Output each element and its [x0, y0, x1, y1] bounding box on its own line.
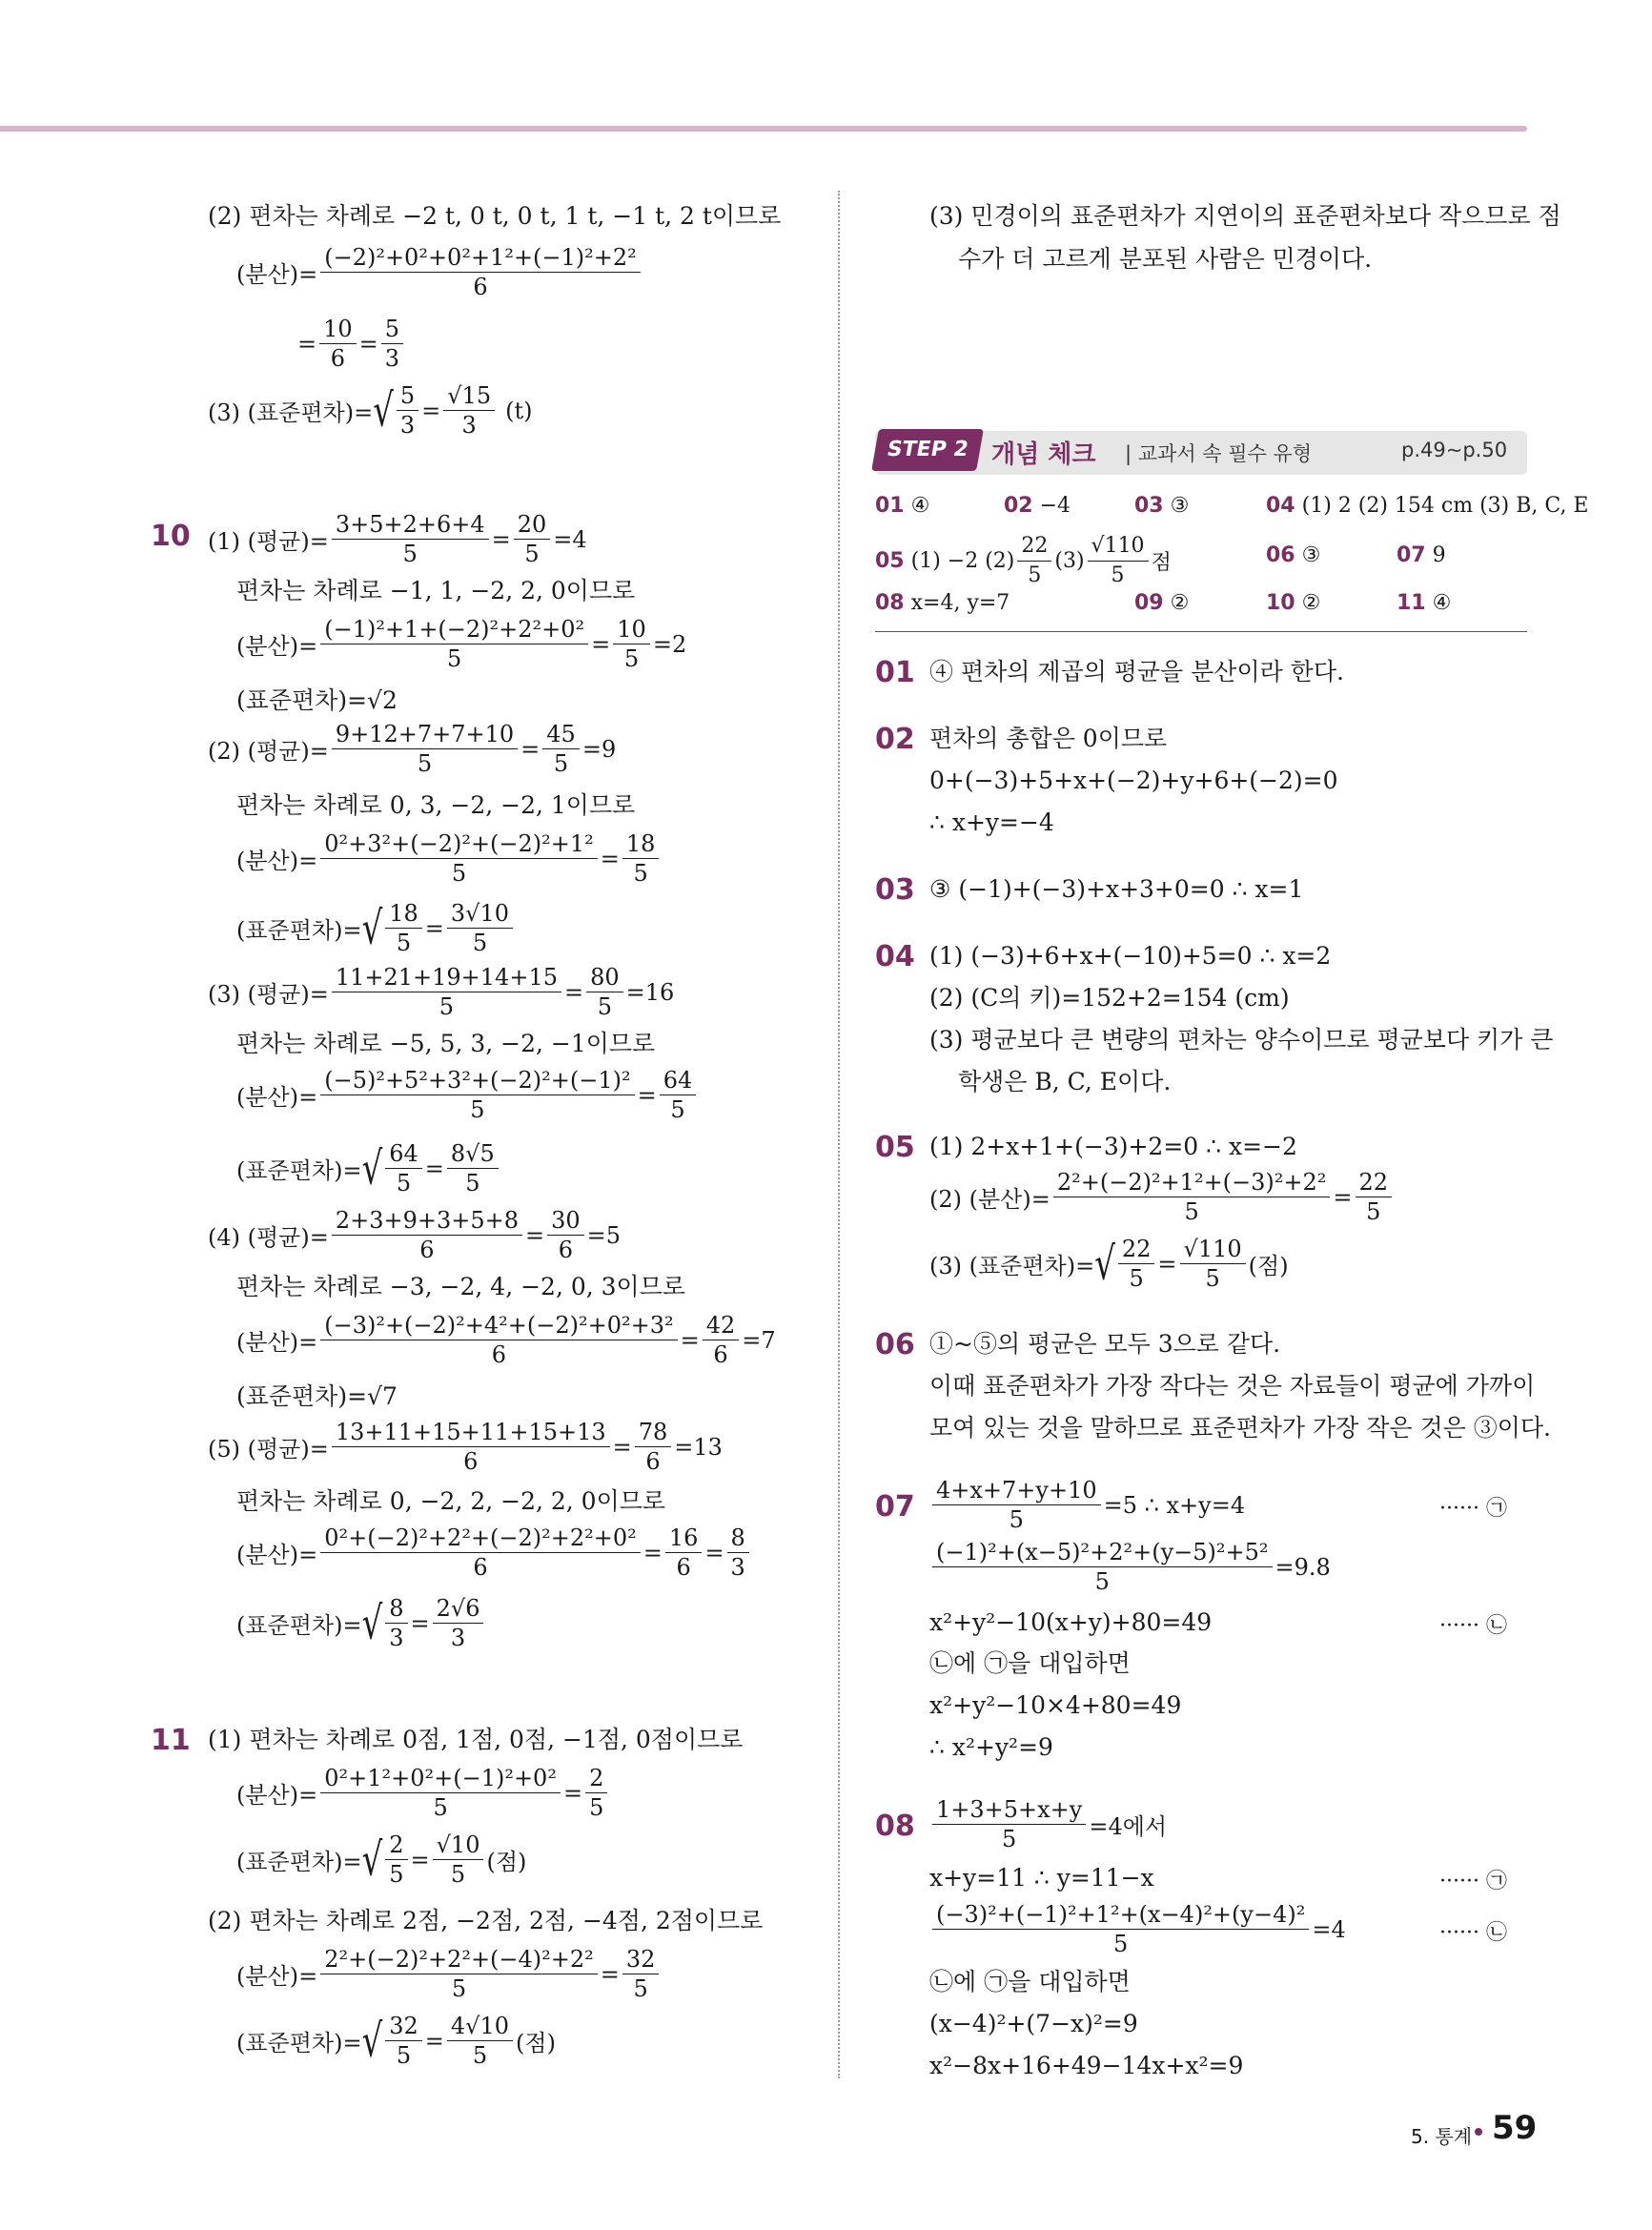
question-number: 08	[875, 1810, 915, 1843]
equation-mark: ······ ㉡	[1439, 1614, 1507, 1638]
equation: (2) (분산)= $\frac{\text{2²+(−2)²+1²+(−3)²+2²}}{5}$ = $\frac{22}{5}$	[929, 1168, 1395, 1226]
equation: (분산)= $\frac{\text{(−3)²+(−2)²+4²+(−2)²+0²+3²}}{6}$ = $\frac{42}{6}$ =7	[236, 1312, 776, 1368]
answer-item: 11 ④	[1397, 591, 1452, 615]
text-line: (표준편차)=√2	[236, 686, 398, 714]
question-number: 02	[875, 723, 915, 756]
text-line: 수가 더 고르게 분포된 사람은 민경이다.	[958, 245, 1373, 273]
answer-item: 05 (1) −2 (2) $\frac{22}{5}$ (3) $\frac{√110}{5}$ 점	[875, 534, 1172, 587]
text-line: 편차는 차례로 −3, −2, 4, −2, 0, 3이므로	[236, 1273, 685, 1300]
column-divider	[838, 191, 840, 2078]
equation: (4) (평균)= $\frac{2+3+9+3+5+8}{6}$ = $\frac{30}{6}$ =5	[208, 1207, 622, 1263]
text-line: x²+y²−10×4+80=49	[929, 1691, 1182, 1719]
text-line: 편차는 차례로 −1, 1, −2, 2, 0이므로	[236, 577, 636, 604]
text-line: 학생은 B, C, E이다.	[958, 1068, 1172, 1095]
equation: (표준편차)= √ $\frac{2}{5}$ = $\frac{√10}{5}$ (점)	[236, 1831, 527, 1888]
equation: (표준편차)= √ $\frac{18}{5}$ = $\frac{3√10}{5}$	[236, 899, 516, 957]
answer-item: 03 ③	[1134, 494, 1190, 518]
equation: (1) (평균)= $\frac{3+5+2+6+4}{5}$ = $\frac{20}{5}$ =4	[208, 511, 587, 567]
equation-mark: ······ ㉠	[1439, 1870, 1507, 1893]
equation: (표준편차)= √ $\frac{64}{5}$ = $\frac{8√5}{5}$	[236, 1139, 501, 1197]
text-line: 이때 표준편차가 가장 작다는 것은 자료들이 평균에 가까이	[929, 1372, 1536, 1400]
text-line: ∴ x+y=−4	[929, 808, 1054, 836]
text-line: (1) 2+x+1+(−3)+2=0 ∴ x=−2	[929, 1133, 1297, 1160]
equation: (분산)= $\frac{\text{(−2)²+0²+0²+1²+(−1)²+2²}}{6}$	[236, 243, 643, 301]
top-rule	[0, 126, 1527, 132]
text-line: x²−8x+16+49−14x+x²=9	[929, 2052, 1244, 2079]
equation: (2) (평균)= $\frac{9+12+7+7+10}{5}$ = $\frac{45}{5}$ =9	[208, 721, 617, 777]
equation: (분산)= $\frac{\text{(−5)²+5²+3²+(−2)²+(−1)²}}{5}$ = $\frac{64}{5}$	[236, 1066, 699, 1124]
answer-item: 07 9	[1397, 543, 1446, 567]
equation: (분산)= $\frac{\text{0²+1²+0²+(−1)²+0²}}{5}$ = $\frac{2}{5}$	[236, 1764, 610, 1822]
answer-item: 09 ②	[1134, 591, 1190, 615]
step-badge: STEP 2	[871, 429, 984, 471]
equation-mark: ······ ㉠	[1439, 1497, 1507, 1521]
text-line: (1) 편차는 차례로 0점, 1점, 0점, −1점, 0점이므로	[208, 1726, 744, 1753]
equation: (분산)= $\frac{\text{2²+(−2)²+2²+(−4)²+2²}}{5}$ = $\frac{32}{5}$	[236, 1945, 662, 2003]
text-line: ④ 편차의 제곱의 평균을 분산이라 한다.	[929, 658, 1344, 685]
text-line: (x−4)²+(7−x)²=9	[929, 2010, 1138, 2037]
text-line: ㉡에 ㉠을 대입하면	[929, 1649, 1131, 1677]
text-line: ③ (−1)+(−3)+x+3+0=0 ∴ x=1	[929, 875, 1304, 903]
step-subtitle: | 교과서 속 필수 유형	[1125, 442, 1313, 465]
equation: (3) (표준편차)= √ $\frac{5}{3}$ = $\frac{√15}{3}$ (t)	[208, 382, 533, 439]
text-line: x+y=11 ∴ y=11−x	[929, 1864, 1154, 1892]
page-number: 59	[1492, 2109, 1538, 2147]
equation-mark: ······ ㉡	[1439, 1921, 1507, 1945]
equation: (분산)= $\frac{\text{(−1)²+1+(−2)²+2²+0²}}{5}$ = $\frac{10}{5}$ =2	[236, 616, 687, 672]
equation: $\frac{4+x+7+y+10}{5}$ =5 ∴ x+y=4	[929, 1476, 1245, 1534]
text-line: 편차는 차례로 −5, 5, 3, −2, −1이므로	[236, 1030, 656, 1057]
answer-rule	[875, 631, 1527, 632]
question-number: 03	[875, 873, 915, 907]
text-line: (3) 평균보다 큰 변량의 편차는 양수이므로 평균보다 키가 큰	[929, 1026, 1554, 1054]
question-number: 06	[875, 1328, 915, 1361]
equation: (3) (표준편차)= √ $\frac{22}{5}$ = $\frac{√110}{5}$ (점)	[929, 1236, 1289, 1292]
answer-item: 10 ②	[1266, 591, 1321, 615]
question-number: 04	[875, 940, 915, 973]
equation: (분산)= $\frac{\text{0²+3²+(−2)²+(−2)²+1²}}{5}$ = $\frac{18}{5}$	[236, 829, 662, 888]
equation: (3) (평균)= $\frac{11+21+19+14+15}{5}$ = $\frac{80}{5}$ =16	[208, 964, 675, 1020]
equation: = $\frac{10}{6}$ = $\frac{5}{3}$	[297, 315, 406, 373]
text-line: 편차는 차례로 0, −2, 2, −2, 2, 0이므로	[236, 1487, 666, 1515]
chapter-label: 5. 통계	[1411, 2125, 1473, 2148]
question-number: 11	[151, 1724, 191, 1757]
equation: $\frac{\text{(−3)²+(−1)²+1²+(x−4)²+(y−4)²}}{5}$ =4	[929, 1900, 1346, 1958]
answer-item: 06 ③	[1266, 543, 1321, 567]
question-number: 05	[875, 1131, 915, 1164]
question-number: 10	[151, 520, 191, 553]
equation: (분산)= $\frac{\text{0²+(−2)²+2²+(−2)²+2²+0²}}{6}$ = $\frac{16}{6}$ = $\frac{8}{3}$	[236, 1524, 752, 1582]
text-line: 모여 있는 것을 말하므로 표준편차가 가장 작은 것은 ③이다.	[929, 1414, 1551, 1442]
text-line: (3) 민경이의 표준편차가 지연이의 표준편차보다 작으므로 점	[929, 202, 1561, 230]
text-line: ∴ x²+y²=9	[929, 1733, 1053, 1761]
equation: (표준편차)= √ $\frac{32}{5}$ = $\frac{4√10}{5}$ (점)	[236, 2013, 556, 2069]
text-line: (2) 편차는 차례로 −2 t, 0 t, 0 t, 1 t, −1 t, 2 t이므로	[208, 202, 782, 230]
text-line: x²+y²−10(x+y)+80=49	[929, 1608, 1213, 1636]
text-line: 0+(−3)+5+x+(−2)+y+6+(−2)=0	[929, 767, 1338, 794]
text-line: ①~⑤의 평균은 모두 3으로 같다.	[929, 1330, 1281, 1358]
answer-item: 08 x=4, y=7	[875, 591, 1010, 615]
text-line: (2) (C의 키)=152+2=154 (cm)	[929, 984, 1290, 1012]
question-number: 07	[875, 1490, 915, 1524]
step-title: 개념 체크	[991, 440, 1096, 469]
answer-item: 04 (1) 2 (2) 154 cm (3) B, C, E	[1266, 494, 1589, 518]
step-pages: p.49~p.50	[1401, 439, 1508, 461]
text-line: (표준편차)=√7	[236, 1382, 398, 1410]
text-line: ㉡에 ㉠을 대입하면	[929, 1968, 1131, 1995]
equation: (5) (평균)= $\frac{13+11+15+11+15+13}{6}$ = $\frac{78}{6}$ =13	[208, 1419, 723, 1475]
equation: $\frac{\text{(−1)²+(x−5)²+2²+(y−5)²+5²}}{5}$ =9.8	[929, 1538, 1331, 1596]
answer-item: 02 −4	[1004, 494, 1071, 518]
footer-dot	[1475, 2128, 1482, 2136]
equation: $\frac{1+3+5+x+y}{5}$ =4에서	[929, 1795, 1167, 1853]
text-line: 편차는 차례로 0, 3, −2, −2, 1이므로	[236, 791, 636, 819]
question-number: 01	[875, 656, 915, 689]
text-line: 편차의 총합은 0이므로	[929, 725, 1168, 752]
answer-item: 01 ④	[875, 494, 930, 518]
equation: (표준편차)= √ $\frac{8}{3}$ = $\frac{2√6}{3}$	[236, 1594, 486, 1652]
text-line: (1) (−3)+6+x+(−10)+5=0 ∴ x=2	[929, 942, 1332, 970]
text-line: (2) 편차는 차례로 2점, −2점, 2점, −4점, 2점이므로	[208, 1907, 764, 1934]
